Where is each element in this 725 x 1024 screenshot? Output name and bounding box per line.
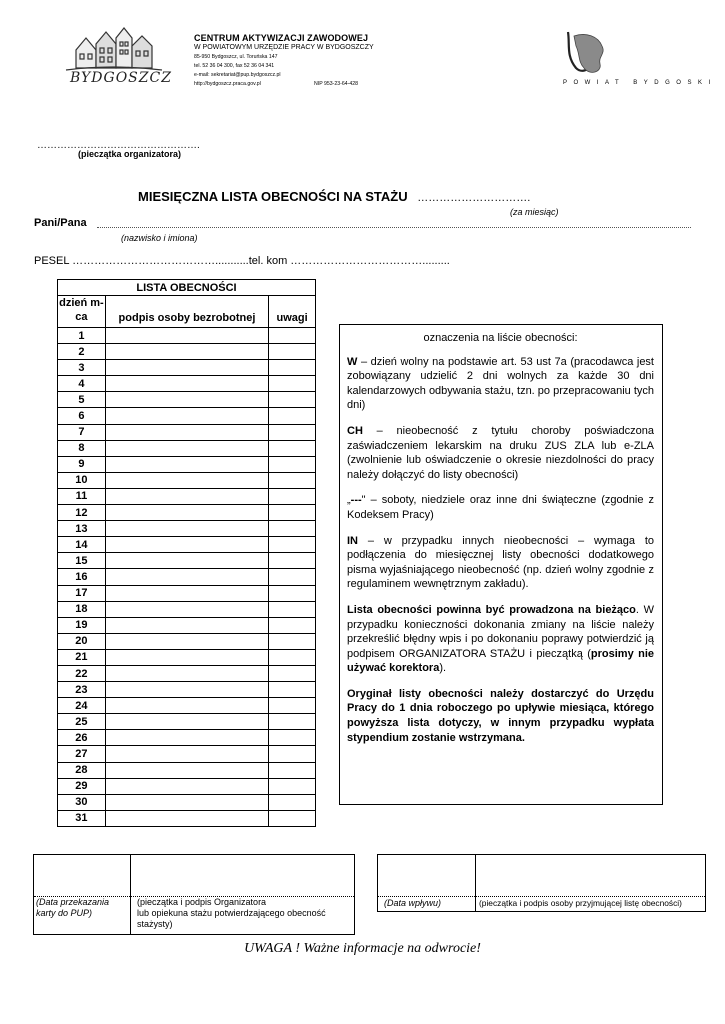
notes-cell[interactable] (269, 794, 316, 810)
day-number: 2 (58, 344, 106, 360)
signature-cell[interactable] (105, 553, 268, 569)
name-field[interactable] (97, 218, 691, 228)
org-phone: tel. 52 36 04 300, fax 52 36 04 341 (194, 63, 275, 69)
table-row (58, 698, 316, 714)
form-title-text: MIESIĘCZNA LISTA OBECNOŚCI NA STAŻU (138, 189, 408, 204)
day-number: 24 (58, 698, 106, 714)
legend-w (347, 355, 654, 413)
handover-stamp-label-l2: lub opiekuna stażu potwierdzającego obecność (137, 908, 326, 918)
table-row (58, 408, 316, 424)
org-email: e-mail: sekretariat@pup.bydgoszcz.pl (194, 72, 281, 78)
table-row (58, 746, 316, 762)
signature-cell[interactable] (105, 698, 268, 714)
handover-date-label (36, 897, 109, 919)
receipt-date-label: (Data wpływu) (384, 898, 442, 908)
notes-cell[interactable] (269, 617, 316, 633)
notes-cell[interactable] (269, 505, 316, 521)
signature-cell[interactable] (105, 617, 268, 633)
table-row (58, 682, 316, 698)
day-number: 22 (58, 665, 106, 681)
table-row (58, 633, 316, 649)
signature-cell[interactable] (105, 376, 268, 392)
notes-cell[interactable] (269, 649, 316, 665)
day-number: 15 (58, 553, 106, 569)
signature-cell[interactable] (105, 730, 268, 746)
organization-info (194, 33, 434, 89)
day-number: 29 (58, 778, 106, 794)
legend-ch-code: CH (347, 424, 363, 437)
legend-in-code: IN (347, 534, 358, 547)
table-row (58, 585, 316, 601)
signature-cell[interactable] (105, 682, 268, 698)
notes-cell[interactable] (269, 440, 316, 456)
signature-cell[interactable] (105, 601, 268, 617)
notes-cell[interactable] (269, 537, 316, 553)
org-name: CENTRUM AKTYWIZACJI ZAWODOWEJ (194, 33, 369, 43)
day-number: 14 (58, 537, 106, 553)
signature-cell[interactable] (105, 585, 268, 601)
table-row (58, 714, 316, 730)
legend-title: oznaczenia na liście obecności: (423, 332, 578, 344)
day-number: 20 (58, 633, 106, 649)
legend-dash-code: --- (350, 494, 362, 507)
legend-rule-text: . W przypadku konieczności dokonania zmiany na liście należy przekreślić błędny wpis i po dokonaniu poprawy potwierdzić ją podpisem ORGANIZATORA STAŻU i pieczątką ( (347, 603, 654, 660)
day-number: 26 (58, 730, 106, 746)
day-number: 21 (58, 649, 106, 665)
column-header-notes: uwagi (269, 296, 316, 328)
handover-date-field[interactable] (34, 855, 130, 896)
powiat-logo-text: POWIAT BYDGOSKI (563, 80, 717, 86)
signature-cell[interactable] (105, 537, 268, 553)
notes-cell[interactable] (269, 762, 316, 778)
column-header-day: dzień m-ca (58, 296, 106, 328)
signature-cell[interactable] (105, 456, 268, 472)
day-number: 17 (58, 585, 106, 601)
organizer-stamp-line: …………………………………………. (37, 140, 200, 151)
handover-box (33, 854, 355, 935)
table-row (58, 424, 316, 440)
org-address: 85-950 Bydgoszcz, ul. Toruńska 147 (194, 54, 278, 60)
legend-dash-text: " – soboty, niedziele oraz inne dni świąteczne (zgodnie z Kodeksem Pracy) (347, 494, 654, 521)
pesel-phone-line[interactable]: PESEL …………………………………...........tel. kom ………………………………......... (34, 255, 450, 267)
table-row (58, 730, 316, 746)
signature-cell[interactable] (105, 649, 268, 665)
org-website: http://bydgoszcz.praca.gov.pl (194, 81, 261, 87)
day-number: 8 (58, 440, 106, 456)
signature-cell[interactable] (105, 408, 268, 424)
table-row (58, 488, 316, 504)
organizer-stamp-label: (pieczątka organizatora) (78, 149, 182, 159)
signature-cell[interactable] (105, 762, 268, 778)
day-number: 28 (58, 762, 106, 778)
table-row (58, 794, 316, 810)
legend-in (347, 534, 654, 592)
signature-cell[interactable] (105, 440, 268, 456)
bydgoszcz-city-logo (62, 24, 170, 94)
attendance-table-title: LISTA OBECNOŚCI (58, 280, 316, 296)
legend-in-text: – w przypadku innych nieobecności – wymaga to podłączenia do miesięcznej listy obecności dodatkowego pisma wyjaśniającego nieobecność (np. dzień wolny zgodnie z regulaminem wewnętrznym zakładu). (347, 534, 654, 591)
notes-cell[interactable] (269, 746, 316, 762)
day-number: 27 (58, 746, 106, 762)
handover-stamp-label-l1: (pieczątka i podpis Organizatora (137, 897, 267, 907)
notes-cell[interactable] (269, 472, 316, 488)
back-page-warning: UWAGA ! Ważne informacje na odwrocie! (244, 941, 481, 956)
signature-cell[interactable] (105, 794, 268, 810)
table-row (58, 472, 316, 488)
table-row (58, 521, 316, 537)
receipt-stamp-field[interactable] (476, 855, 705, 896)
handover-date-label-l1: (Data przekazania (36, 897, 110, 907)
signature-cell[interactable] (105, 472, 268, 488)
legend-ch-text: – nieobecność z tytułu choroby poświadczona zaświadczeniem lekarskim na druku ZUS ZLA lub e-ZLA (zwolnienie lub oświadczenie o okresie niezdolności do pracy należy dołączyć do listy obecności) (347, 424, 654, 481)
day-number: 6 (58, 408, 106, 424)
name-label: Pani/Pana (34, 217, 87, 229)
signature-cell[interactable] (105, 633, 268, 649)
notes-cell[interactable] (269, 778, 316, 794)
day-number: 12 (58, 505, 106, 521)
day-number: 3 (58, 360, 106, 376)
handover-date-label-l2: karty do PUP) (36, 908, 93, 918)
receipt-date-field[interactable] (378, 855, 475, 896)
notes-cell[interactable] (269, 488, 316, 504)
notes-cell[interactable] (269, 376, 316, 392)
day-number: 31 (58, 810, 106, 826)
legend-rule-bold: Lista obecności powinna być prowadzona na bieżąco (347, 603, 636, 616)
table-row (58, 360, 316, 376)
day-number: 10 (58, 472, 106, 488)
legend-dash (347, 493, 654, 522)
table-row (58, 344, 316, 360)
table-row (58, 537, 316, 553)
receipt-stamp-label: (pieczątka i podpis osoby przyjmującej listę obecności) (479, 898, 682, 908)
notes-cell[interactable] (269, 585, 316, 601)
signature-cell[interactable] (105, 505, 268, 521)
notes-cell[interactable] (269, 569, 316, 585)
signature-cell[interactable] (105, 392, 268, 408)
legend-w-text: – dzień wolny na podstawie art. 53 ust 7a (pracodawca jest zobowiązany udzielić 2 dni wolnych za każde 30 dni kalendarzowych odbywania stażu, tzn. po przepracowaniu tych dni) (347, 355, 654, 412)
day-number: 23 (58, 682, 106, 698)
notes-cell[interactable] (269, 456, 316, 472)
table-row (58, 762, 316, 778)
notes-cell[interactable] (269, 665, 316, 681)
signature-cell[interactable] (105, 360, 268, 376)
legend-ch (347, 424, 654, 482)
handover-stamp-field[interactable] (131, 855, 355, 896)
powiat-map-icon (540, 26, 680, 86)
name-hint: (nazwisko i imiona) (121, 233, 198, 243)
day-number: 5 (58, 392, 106, 408)
org-nip: NIP 953-23-64-428 (314, 81, 359, 87)
notes-cell[interactable] (269, 698, 316, 714)
signature-cell[interactable] (105, 714, 268, 730)
table-row (58, 392, 316, 408)
org-subtitle: W POWIATOWYM URZĘDZIE PRACY W BYDGOSZCZY (194, 44, 374, 51)
legend-final-text: Oryginał listy obecności należy dostarczyć do Urzędu Pracy do 1 dnia roboczego po upływie miesiąca, którego powyższa lista dotyczy, w innym przypadku wypłata stypendium zostanie wstrzymana. (347, 687, 654, 744)
form-title (138, 189, 530, 204)
notes-cell[interactable] (269, 344, 316, 360)
handover-stamp-label (137, 897, 326, 930)
notes-cell[interactable] (269, 714, 316, 730)
table-row (58, 665, 316, 681)
legend-box (339, 324, 663, 805)
day-number: 30 (58, 794, 106, 810)
table-row (58, 601, 316, 617)
day-number: 16 (58, 569, 106, 585)
notes-cell[interactable] (269, 633, 316, 649)
legend-rule-bold2: prosimy nie używać korektora (347, 647, 654, 675)
handover-stamp-label-l3: stażysty) (137, 919, 173, 929)
notes-cell[interactable] (269, 810, 316, 826)
day-number: 25 (58, 714, 106, 730)
signature-cell[interactable] (105, 488, 268, 504)
day-number: 7 (58, 424, 106, 440)
day-number: 19 (58, 617, 106, 633)
table-row (58, 649, 316, 665)
notes-cell[interactable] (269, 553, 316, 569)
legend-dash-open: „ (347, 494, 351, 507)
day-number: 4 (58, 376, 106, 392)
day-number: 9 (58, 456, 106, 472)
legend-final (347, 687, 654, 745)
notes-cell[interactable] (269, 328, 316, 344)
receipt-box (377, 854, 706, 912)
notes-cell[interactable] (269, 730, 316, 746)
table-row (58, 328, 316, 344)
table-row (58, 569, 316, 585)
month-field[interactable]: …………………………. (417, 192, 531, 204)
receipt-signature-line (378, 896, 705, 897)
table-row (58, 810, 316, 826)
attendance-table (57, 279, 316, 827)
table-row (58, 456, 316, 472)
day-number: 13 (58, 521, 106, 537)
notes-cell[interactable] (269, 521, 316, 537)
table-row (58, 617, 316, 633)
table-row (58, 505, 316, 521)
table-row (58, 440, 316, 456)
signature-cell[interactable] (105, 521, 268, 537)
notes-cell[interactable] (269, 601, 316, 617)
day-number: 11 (58, 488, 106, 504)
column-header-signature: podpis osoby bezrobotnej (105, 296, 268, 328)
day-number: 1 (58, 328, 106, 344)
notes-cell[interactable] (269, 408, 316, 424)
signature-cell[interactable] (105, 328, 268, 344)
day-number: 18 (58, 601, 106, 617)
notes-cell[interactable] (269, 682, 316, 698)
table-row (58, 553, 316, 569)
signature-cell[interactable] (105, 810, 268, 826)
legend-w-code: W (347, 355, 358, 368)
notes-cell[interactable] (269, 360, 316, 376)
signature-cell[interactable] (105, 344, 268, 360)
month-hint: (za miesiąc) (510, 207, 559, 217)
city-logo-text: BYDGOSZCZ (70, 70, 172, 86)
notes-cell[interactable] (269, 392, 316, 408)
signature-cell[interactable] (105, 424, 268, 440)
signature-cell[interactable] (105, 569, 268, 585)
legend-rule (347, 603, 654, 676)
org-web-row (194, 80, 434, 89)
table-row (58, 778, 316, 794)
signature-cell[interactable] (105, 778, 268, 794)
legend-rule-end: ). (439, 662, 447, 675)
signature-cell[interactable] (105, 746, 268, 762)
table-row (58, 376, 316, 392)
signature-cell[interactable] (105, 665, 268, 681)
attendance-rows (58, 328, 316, 827)
notes-cell[interactable] (269, 424, 316, 440)
